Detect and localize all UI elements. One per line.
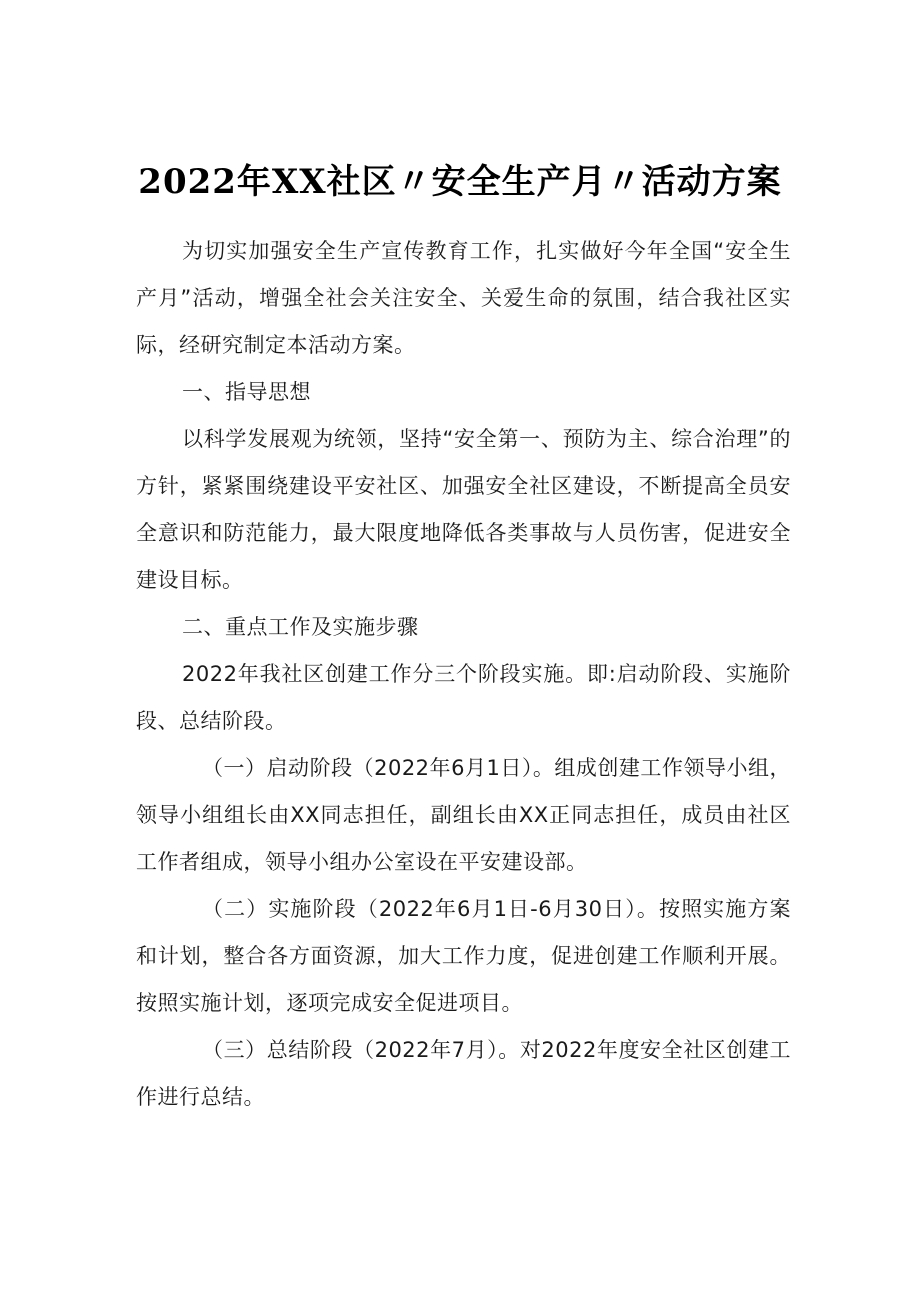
section-heading-guiding-ideology: 一、指导思想 <box>182 380 311 404</box>
section-heading-key-work: 二、重点工作及实施步骤 <box>182 615 419 639</box>
phases-overview-paragraph: 2022年我社区创建工作分三个阶段实施。即:启动阶段、实施阶段、总结阶段。 <box>136 662 791 733</box>
phase-one-paragraph: （一）启动阶段（2022年6月1日）。组成创建工作领导小组，领导小组组长由XX同志担任，副组长由XX正同志担任，成员由社区工作者组成，领导小组办公室设在平安建设部。 <box>136 756 791 874</box>
guiding-ideology-paragraph: 以科学发展观为统领，坚持“安全第一、预防为主、综合治理”的方针，紧紧围绕建设平安社区、加强安全社区建设，不断提高全员安全意识和防范能力，最大限度地降低各类事故与人员伤害，促进安全建设目标。 <box>136 427 791 592</box>
intro-paragraph: 为切实加强安全生产宣传教育工作，扎实做好今年全国“安全生产月”活动，增强全社会关注安全、关爱生命的氛围，结合我社区实际，经研究制定本活动方案。 <box>136 239 791 357</box>
phase-three-paragraph: （三）总结阶段（2022年7月）。对2022年度安全社区创建工作进行总结。 <box>136 1038 791 1109</box>
phase-two-paragraph: （二）实施阶段（2022年6月1日-6月30日）。按照实施方案和计划，整合各方面资源，加大工作力度，促进创建工作顺利开展。按照实施计划，逐项完成安全促进项目。 <box>136 897 791 1015</box>
document-title: 2022年XX社区〃安全生产月〃活动方案 <box>138 162 782 202</box>
